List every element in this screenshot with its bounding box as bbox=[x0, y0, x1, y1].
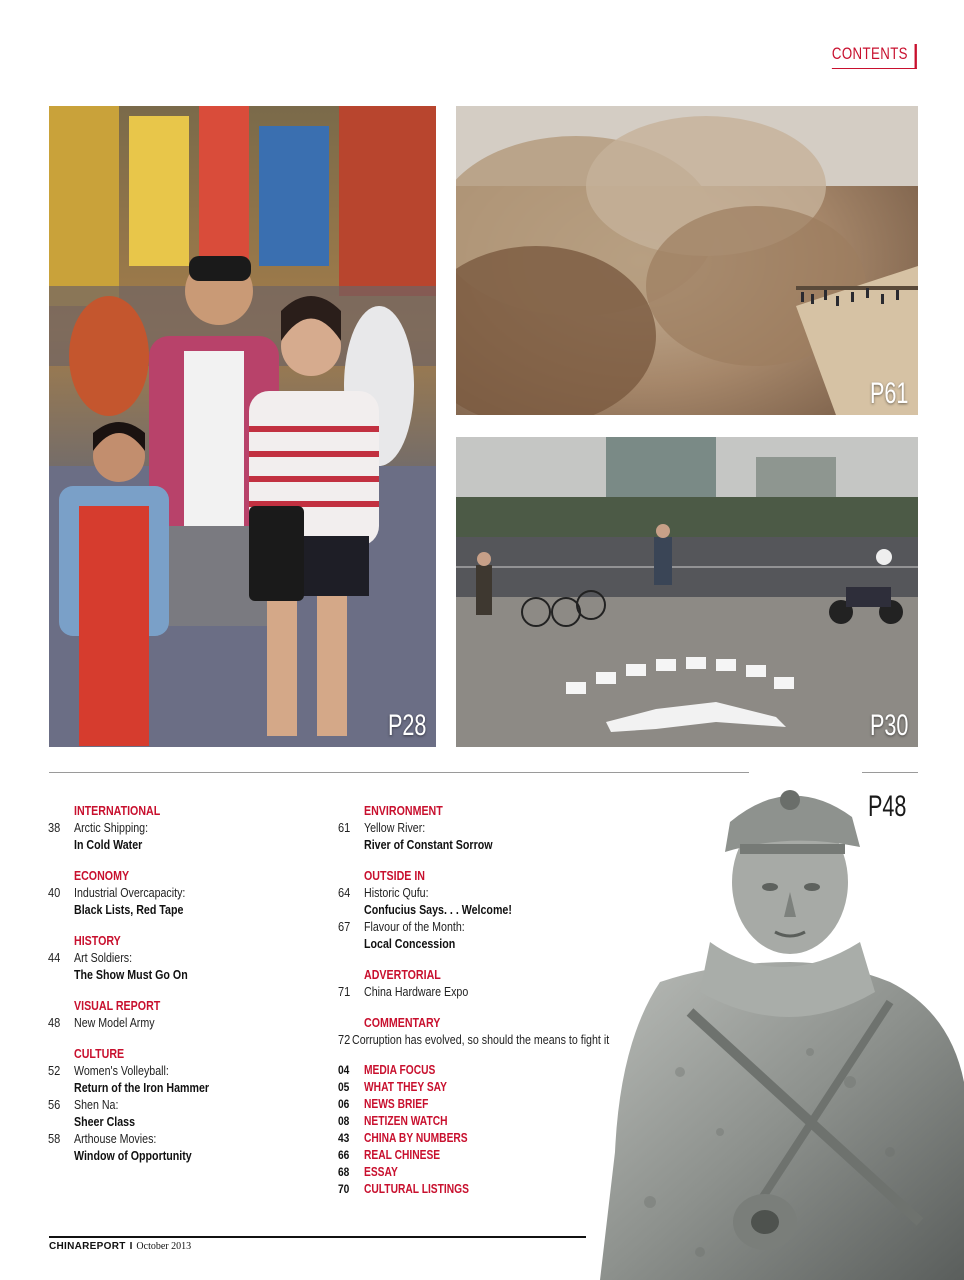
quick-link-title: CULTURAL LISTINGS bbox=[364, 1182, 469, 1196]
quick-link[interactable] bbox=[338, 1113, 638, 1130]
page-number: 44 bbox=[48, 950, 61, 965]
photo-street-scene[interactable] bbox=[49, 106, 436, 747]
entry-topic: Women's Volleyball: bbox=[74, 1063, 169, 1078]
toc-entry[interactable] bbox=[338, 1031, 638, 1048]
toc-entry[interactable] bbox=[48, 1014, 328, 1031]
toc-entry[interactable] bbox=[48, 884, 328, 918]
section-title: VISUAL REPORT bbox=[74, 998, 161, 1013]
toc-entry[interactable] bbox=[338, 983, 638, 1000]
page-number: 67 bbox=[338, 919, 351, 934]
entry-headline: Black Lists, Red Tape bbox=[74, 902, 184, 917]
toc-left-column bbox=[48, 802, 328, 1178]
page-number: 40 bbox=[48, 885, 61, 900]
toc-entry[interactable] bbox=[48, 1130, 328, 1164]
toc-section bbox=[48, 1045, 328, 1164]
street-protest-image bbox=[456, 437, 918, 747]
photo-page-label: P48 bbox=[868, 790, 907, 823]
photo-yellow-river[interactable] bbox=[456, 106, 918, 415]
photo-page-label: P30 bbox=[869, 709, 908, 742]
toc-right-column bbox=[338, 802, 638, 1198]
toc-entry[interactable] bbox=[48, 819, 328, 853]
entry-topic: Arthouse Movies: bbox=[74, 1131, 157, 1146]
section-title: ENVIRONMENT bbox=[364, 803, 443, 818]
quick-links-list bbox=[338, 1062, 638, 1198]
entry-headline: Confucius Says. . . Welcome! bbox=[364, 902, 512, 917]
page-number: 71 bbox=[338, 984, 351, 999]
toc-entry[interactable] bbox=[338, 918, 638, 952]
toc-section bbox=[48, 997, 328, 1031]
entry-topic: Shen Na: bbox=[74, 1097, 119, 1112]
entry-topic: Historic Qufu: bbox=[364, 885, 429, 900]
section-title: ECONOMY bbox=[74, 868, 130, 883]
toc-entry[interactable] bbox=[338, 819, 638, 853]
entry-headline: In Cold Water bbox=[74, 837, 143, 852]
quick-link-title: ESSAY bbox=[364, 1165, 398, 1179]
toc-section bbox=[338, 867, 638, 952]
quick-link-title: CHINA BY NUMBERS bbox=[364, 1131, 468, 1145]
quick-link[interactable] bbox=[338, 1130, 638, 1147]
section-title: ADVERTORIAL bbox=[364, 967, 441, 982]
entry-topic: Industrial Overcapacity: bbox=[74, 885, 186, 900]
section-title: COMMENTARY bbox=[364, 1015, 441, 1030]
page-number: 48 bbox=[48, 1015, 61, 1030]
entry-topic: Corruption has evolved, so should the means to fight it bbox=[352, 1032, 610, 1047]
magazine-name: CHINAREPORT bbox=[49, 1241, 126, 1252]
quick-link-title: NETIZEN WATCH bbox=[364, 1114, 448, 1128]
footer-separator: I bbox=[129, 1241, 133, 1252]
page-number: 04 bbox=[338, 1063, 350, 1077]
page-number: 66 bbox=[338, 1148, 350, 1162]
quick-link[interactable] bbox=[338, 1096, 638, 1113]
page-number: 06 bbox=[338, 1097, 350, 1111]
page-number: 68 bbox=[338, 1165, 350, 1179]
toc-entry[interactable] bbox=[338, 884, 638, 918]
page-number: 38 bbox=[48, 820, 61, 835]
yellow-river-image bbox=[456, 106, 918, 415]
page-number: 72 bbox=[338, 1032, 351, 1047]
section-title: INTERNATIONAL bbox=[74, 803, 161, 818]
issue-date: October 2013 bbox=[136, 1241, 192, 1252]
page-number: 52 bbox=[48, 1063, 61, 1078]
toc-section bbox=[48, 867, 328, 918]
quick-link[interactable] bbox=[338, 1147, 638, 1164]
toc-section bbox=[48, 802, 328, 853]
toc-section bbox=[48, 932, 328, 983]
quick-link[interactable] bbox=[338, 1062, 638, 1079]
photo-page-label: P61 bbox=[869, 377, 908, 410]
entry-headline: River of Constant Sorrow bbox=[364, 837, 493, 852]
toc-section bbox=[338, 1014, 638, 1048]
entry-headline: Local Concession bbox=[364, 936, 456, 951]
page-number: 58 bbox=[48, 1131, 61, 1146]
entry-headline: The Show Must Go On bbox=[74, 967, 188, 982]
photo-page-label: P28 bbox=[387, 709, 426, 742]
quick-link-title: REAL CHINESE bbox=[364, 1148, 441, 1162]
entry-headline: Return of the Iron Hammer bbox=[74, 1080, 210, 1095]
quick-link[interactable] bbox=[338, 1164, 638, 1181]
entry-topic: China Hardware Expo bbox=[364, 984, 469, 999]
section-title: CULTURE bbox=[74, 1046, 125, 1061]
section-title: HISTORY bbox=[74, 933, 121, 948]
photo-street-protest[interactable] bbox=[456, 437, 918, 747]
section-title: OUTSIDE IN bbox=[364, 868, 426, 883]
page-number: 64 bbox=[338, 885, 351, 900]
entry-topic: New Model Army bbox=[74, 1015, 155, 1030]
quick-link[interactable] bbox=[338, 1079, 638, 1096]
page-footer bbox=[49, 1241, 191, 1252]
page-number: 70 bbox=[338, 1182, 350, 1196]
page-number: 43 bbox=[338, 1131, 350, 1145]
statue-soldier-image[interactable] bbox=[590, 752, 964, 1280]
toc-entry[interactable] bbox=[48, 1062, 328, 1096]
quick-link-title: WHAT THEY SAY bbox=[364, 1080, 447, 1094]
quick-link-title: MEDIA FOCUS bbox=[364, 1063, 436, 1077]
entry-topic: Yellow River: bbox=[364, 820, 426, 835]
toc-section bbox=[338, 802, 638, 853]
street-scene-image bbox=[49, 106, 436, 747]
toc-section bbox=[338, 966, 638, 1000]
footer-rule bbox=[49, 1236, 586, 1238]
entry-topic: Flavour of the Month: bbox=[364, 919, 465, 934]
toc-entry[interactable] bbox=[48, 949, 328, 983]
entry-topic: Arctic Shipping: bbox=[74, 820, 149, 835]
entry-headline: Sheer Class bbox=[74, 1114, 136, 1129]
entry-headline: Window of Opportunity bbox=[74, 1148, 192, 1163]
page-number: 61 bbox=[338, 820, 351, 835]
page-number: 08 bbox=[338, 1114, 350, 1128]
entry-topic: Art Soldiers: bbox=[74, 950, 133, 965]
toc-entry[interactable] bbox=[48, 1096, 328, 1130]
quick-link[interactable] bbox=[338, 1181, 638, 1198]
quick-link-title: NEWS BRIEF bbox=[364, 1097, 429, 1111]
page-number: 05 bbox=[338, 1080, 350, 1094]
page-number: 56 bbox=[48, 1097, 61, 1112]
contents-header: CONTENTS bbox=[831, 44, 916, 69]
